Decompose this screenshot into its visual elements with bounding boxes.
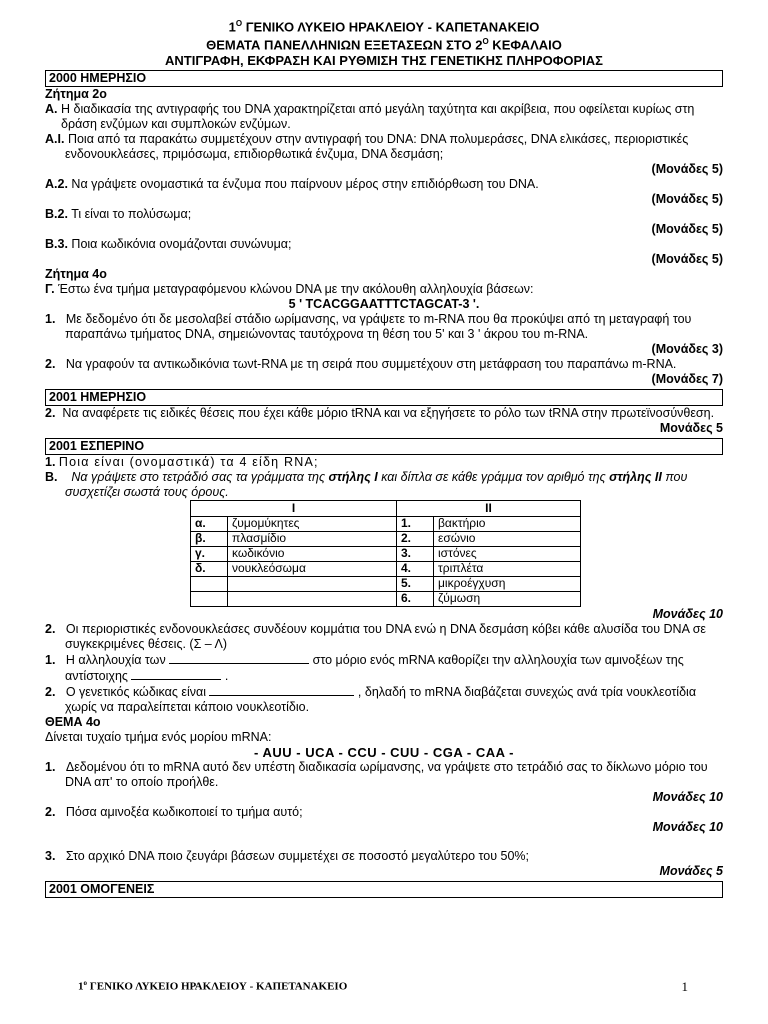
marks-g2: (Μονάδες 7)	[651, 371, 723, 386]
row-letter: α.	[191, 516, 228, 531]
question-a: Α. Η διαδικασία της αντιγραφής του DNA χαρακτηρίζεται από μεγάλη ταχύτητα και ακρίβεια, που οφείλεται κυρίως στη δράση ενζύμων και συμπλοκών ενζύμων.	[45, 101, 695, 131]
row-term	[228, 576, 397, 591]
marks-a1: (Μονάδες 5)	[651, 161, 723, 176]
header-line-2: ΘΕΜΑΤΑ ΠΑΝΕΛΛΗΝΙΩΝ ΕΞΕΤΑΣΕΩΝ ΣΤΟ $2^O$ ΚΕΦΑΛΑΙΟ	[206, 37, 562, 53]
question-g2: 2. Να γραφούν τα αντικωδικόνια τωνt-RNA με τη σειρά που συμμετέχουν στη μετάφραση του παραπάνω m-RNA.	[45, 356, 677, 371]
zitima-4: Ζήτημα 4ο	[45, 266, 107, 281]
thema-4-q2: 2. Πόσα αμινοξέα κωδικοποιεί το τμήμα αυτό;	[45, 804, 303, 819]
question-b2: Β.2. Τι είναι το πολύσωμα;	[45, 206, 192, 221]
section-2001-hmerisio: 2001 ΗΜΕΡΗΣΙΟ	[45, 389, 723, 406]
marks-t3: Μονάδες 5	[659, 863, 723, 878]
row-letter	[191, 576, 228, 591]
table-row	[191, 531, 581, 546]
thema-4-q3: 3. Στο αρχικό DNA ποιο ζευγάρι βάσεων συμμετέχει σε ποσοστό μεγαλύτερο του 50%;	[45, 848, 530, 863]
question-rna-types: 1. Ποια είναι (ονομαστικά) τα 4 είδη RNA;	[45, 454, 319, 469]
question-b3: Β.3. Ποια κωδικόνια ονομάζονται συνώνυμα;	[45, 236, 292, 251]
question-g: Γ. Έστω ένα τμήμα μεταγραφόμενου κλώνου DNA με την ακόλουθη αλληλουχία βάσεων:	[45, 281, 534, 296]
marks-b2: (Μονάδες 5)	[651, 221, 723, 236]
row-number: 2.	[397, 531, 434, 546]
blank-line	[209, 684, 354, 696]
row-value: μικροέγχυση	[434, 576, 581, 591]
row-letter	[191, 591, 228, 606]
row-value: τριπλέτα	[434, 561, 581, 576]
marks-trna: Μονάδες 5	[659, 420, 723, 435]
row-number: 5.	[397, 576, 434, 591]
marks-matching: Μονάδες 10	[652, 606, 723, 621]
fill-blank-2: 2. Ο γενετικός κώδικας είναι , δηλαδή το mRNA διαβάζεται συνεχώς ανά τρία νουκλεοτίδια χωρίς να παραλείπεται κάποιο νουκλεοτίδιο.	[45, 684, 697, 714]
blank-line	[131, 668, 221, 680]
fill-blank-1: 1. Η αλληλουχία των στο μόριο ενός mRNA καθορίζει την αλληλουχία των αμινοξέων της αντίστοιχης .	[45, 652, 684, 683]
row-number: 3.	[397, 546, 434, 561]
row-letter: γ.	[191, 546, 228, 561]
row-term	[228, 591, 397, 606]
question-trna: 2. Να αναφέρετε τις ειδικές θέσεις που έχει κάθε μόριο tRNA και να εξηγήσετε το ρόλο των tRNA στην πρωτεϊνοσύνθεση.	[45, 405, 715, 420]
row-term: ζυμομύκητες	[228, 516, 397, 531]
column-2-header: ΙΙ	[397, 500, 581, 516]
section-2001-esperino: 2001 ΕΣΠΕΡΙΝΟ	[45, 438, 723, 455]
thema-4: ΘΕΜΑ 4ο	[45, 714, 101, 729]
mrna-sequence: - AUU - UCA - CCU - CUU - CGA - CAA -	[254, 744, 514, 760]
header-line-3: ΑΝΤΙΓΡΑΦΗ, ΕΚΦΡΑΣΗ ΚΑΙ ΡΥΘΜΙΣΗ ΤΗΣ ΓΕΝΕΤΙΚΗΣ ΠΛΗΡΟΦΟΡΙΑΣ	[165, 52, 603, 68]
thema-4-text: Δίνεται τυχαίο τμήμα ενός μορίου mRNA:	[45, 729, 272, 744]
row-number: 4.	[397, 561, 434, 576]
row-term: νουκλεόσωμα	[228, 561, 397, 576]
row-number: 6.	[397, 591, 434, 606]
question-matching: Β. Να γράψετε στο τετράδιό σας τα γράμματα της στήλης Ι και δίπλα σε κάθε γράμμα τον αριθμό της στήλης ΙΙ που συσχετίζει σωστά τους όρους.	[45, 469, 688, 499]
page-number: 1	[681, 979, 688, 994]
section-2000-hmerisio: 2000 ΗΜΕΡΗΣΙΟ	[45, 70, 723, 87]
row-term: κωδικόνιο	[228, 546, 397, 561]
page-footer: $1^o$ ΓΕΝΙΚΟ ΛΥΚΕΙΟ ΗΡΑΚΛΕΙΟΥ - ΚΑΠΕΤΑΝΑΚΕΙΟ 1	[78, 979, 688, 994]
statement-true-false: 2. Οι περιοριστικές ενδονουκλεάσες συνδέουν κομμάτια του DNA ενώ η DNA δεσμάση κόβει κάθε αλυσίδα του DNA σε συγκεκριμένες θέσεις. (Σ – Λ)	[45, 621, 706, 651]
table-row	[191, 591, 581, 606]
thema-4-q1: 1. Δεδομένου ότι το mRNA αυτό δεν υπέστη διαδικασία ωρίμανσης, να γράψετε στο τετράδιό σας το δίκλωνο μόριο του DNA απ' το οποίο προήλθε.	[45, 759, 708, 789]
table-row	[191, 516, 581, 531]
row-term: πλασμίδιο	[228, 531, 397, 546]
question-g1: 1. Με δεδομένο ότι δε μεσολαβεί στάδιο ωρίμανσης, να γράψετε το m-RNA που θα προκύψει από τη μεταγραφή του παραπάνω τμήματος DNA, σημειώνοντας ταυτόχρονα τη θέση του 5' και 3 ' άκρου του m-RNA.	[45, 311, 692, 341]
question-a1: Α.Ι. Ποια από τα παρακάτω συμμετέχουν στην αντιγραφή του DNA: DNA πολυμεράσες, DNA ελικάσες, περιοριστικές ενδονουκλεάσες, πριμόσωμα, επιδιορθωτικά ένζυμα, DNA δεσμάση;	[45, 131, 689, 161]
row-value: εσώνιο	[434, 531, 581, 546]
section-2001-omogeneis: 2001 ΟΜΟΓΕΝΕΙΣ	[45, 881, 723, 898]
matching-table	[190, 500, 581, 607]
question-a2: Α.2. Να γράψετε ονομαστικά τα ένζυμα που παίρνουν μέρος στην επιδιόρθωση του DNA.	[45, 176, 539, 191]
blank-line	[169, 652, 309, 664]
dna-sequence: 5 ' TCACGGAATTTCTAGCAT-3 '.	[288, 296, 480, 311]
row-letter: δ.	[191, 561, 228, 576]
marks-a2: (Μονάδες 5)	[651, 191, 723, 206]
column-1-header: Ι	[191, 500, 397, 516]
marks-t1: Μονάδες 10	[652, 789, 723, 804]
zitima-2: Ζήτημα 2ο	[45, 86, 107, 101]
table-row	[191, 546, 581, 561]
marks-b3: (Μονάδες 5)	[651, 251, 723, 266]
row-value: ιστόνες	[434, 546, 581, 561]
marks-g1: (Μονάδες 3)	[651, 341, 723, 356]
row-letter: β.	[191, 531, 228, 546]
document-page	[45, 16, 723, 898]
marks-t2: Μονάδες 10	[652, 819, 723, 834]
table-row	[191, 576, 581, 591]
row-number: 1.	[397, 516, 434, 531]
row-value: βακτήριο	[434, 516, 581, 531]
row-value: ζύμωση	[434, 591, 581, 606]
table-row	[191, 561, 581, 576]
header-line-1: $1^O$ ΓΕΝΙΚΟ ΛΥΚΕΙΟ ΗΡΑΚΛΕΙΟΥ - ΚΑΠΕΤΑΝΑΚΕΙΟ	[228, 19, 540, 35]
